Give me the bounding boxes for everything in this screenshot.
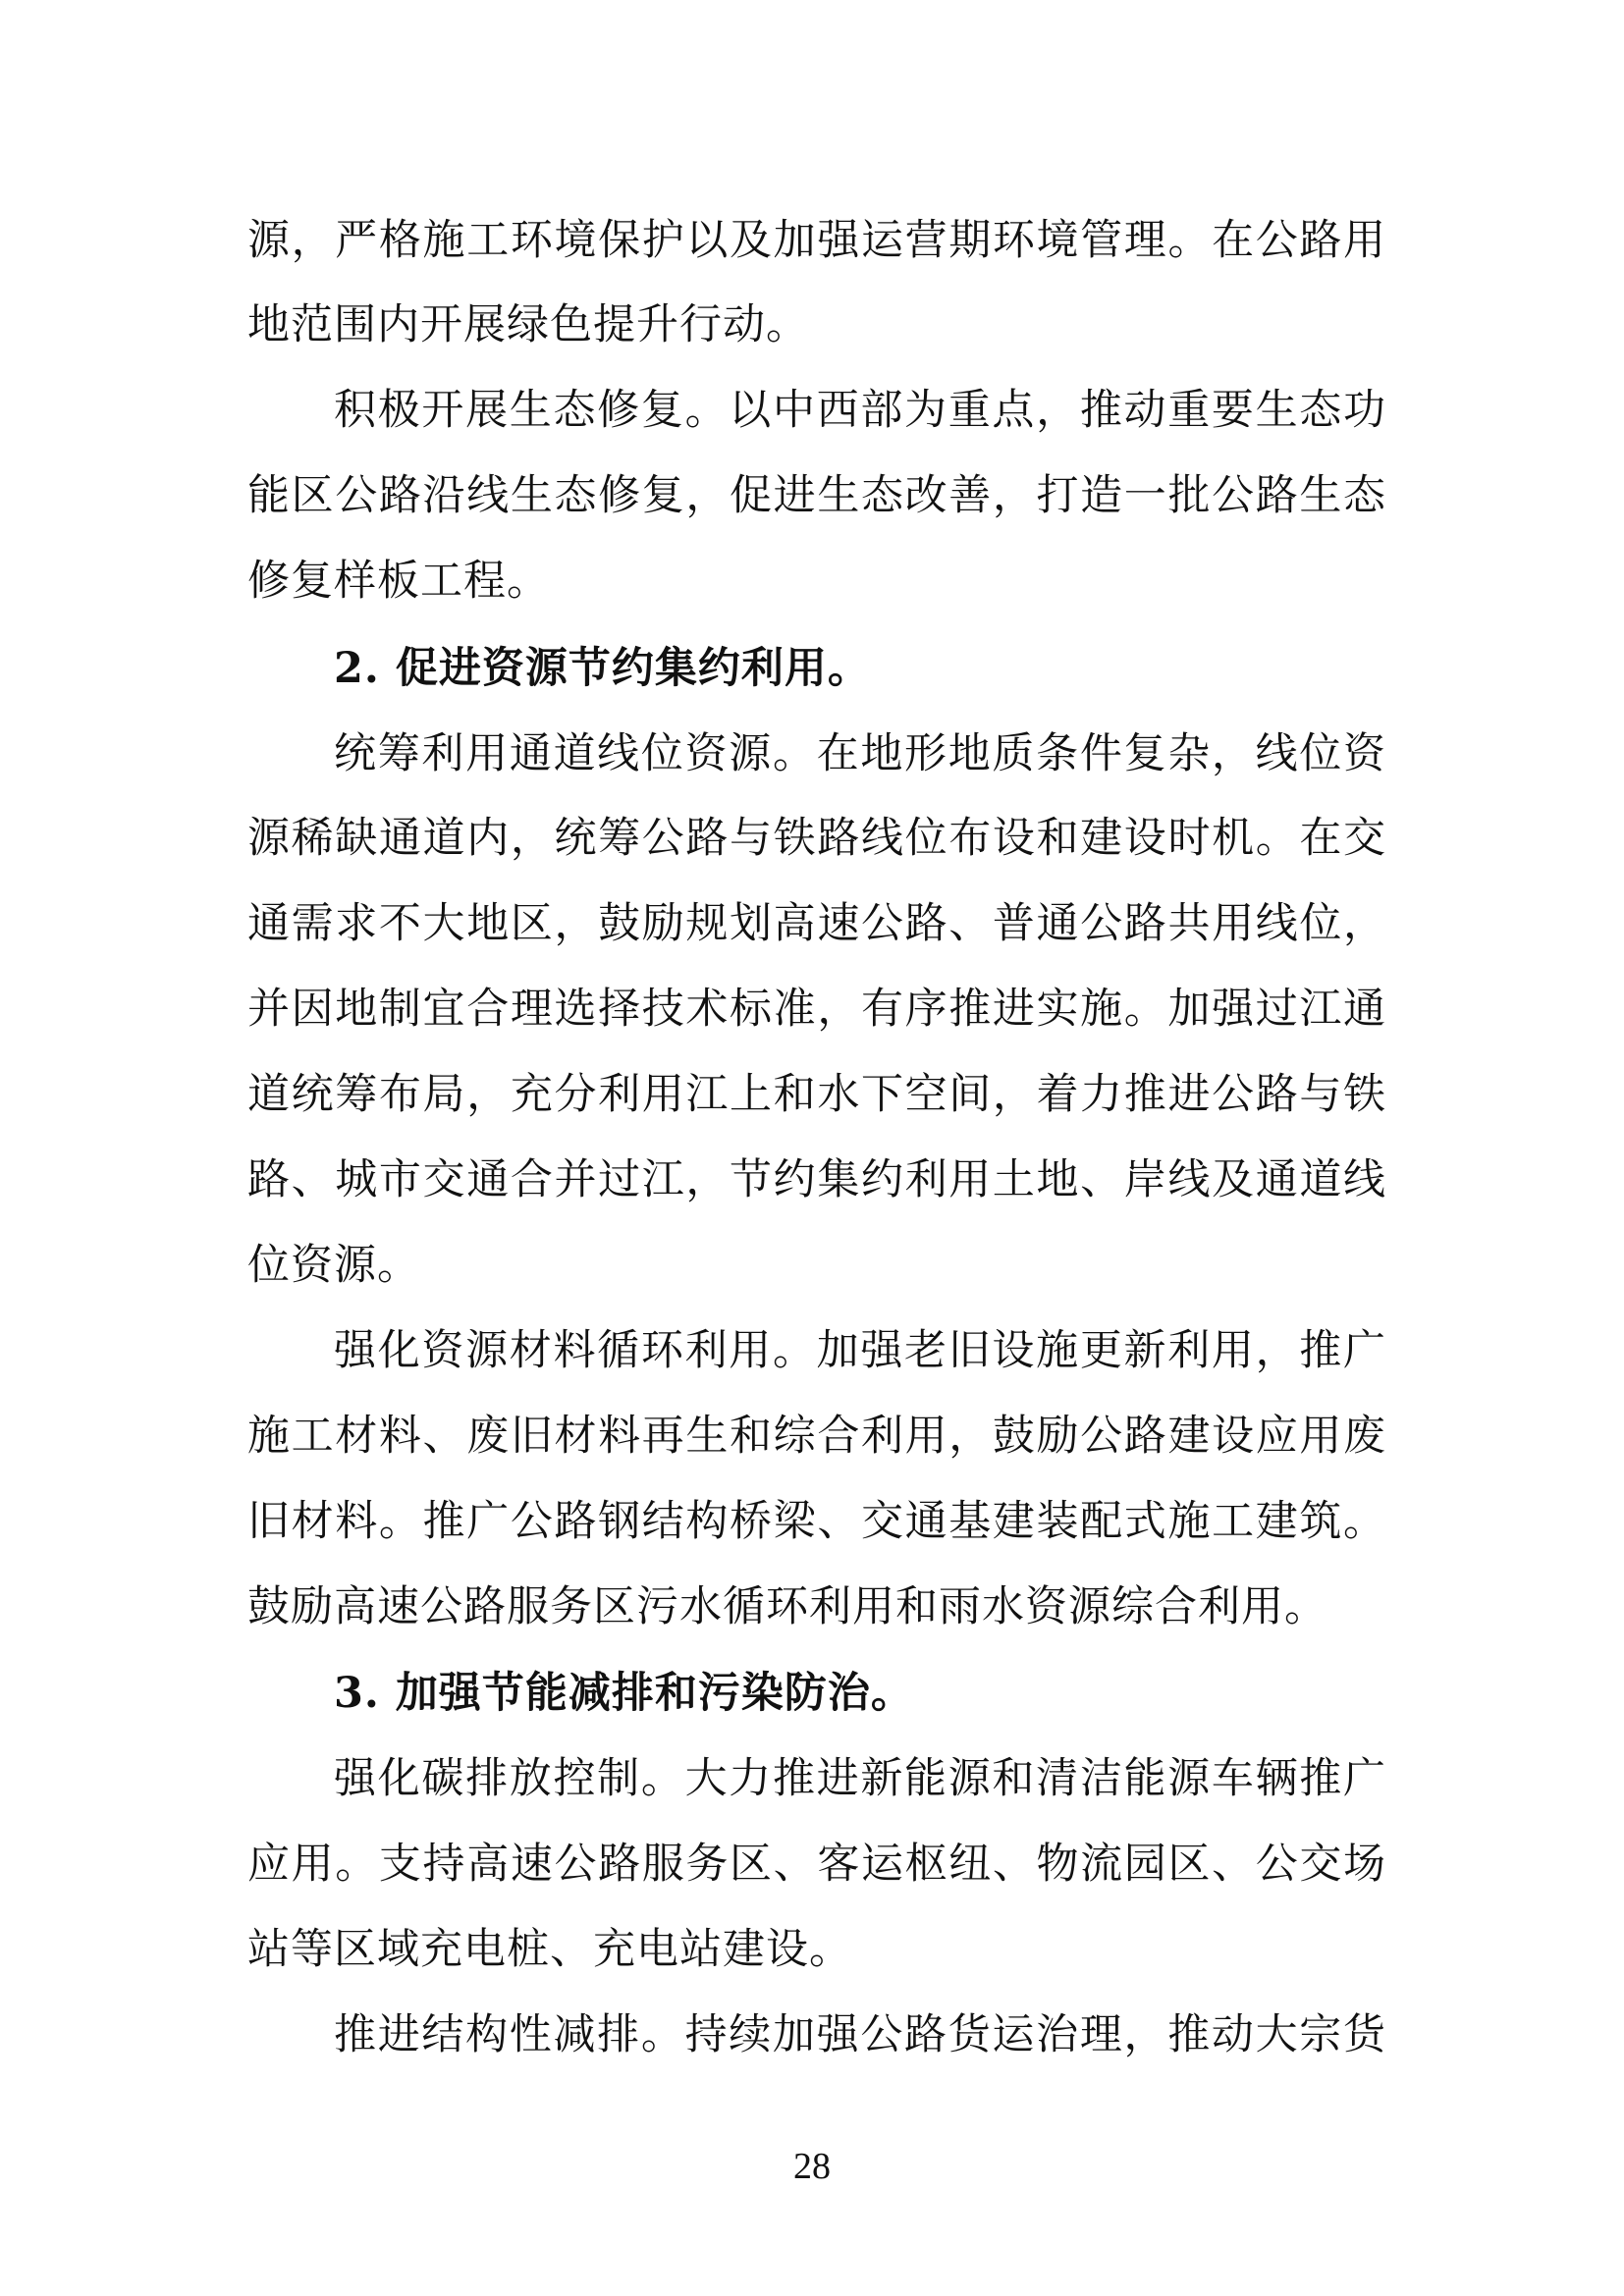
body-text-line: 统筹利用通道线位资源。在地形地质条件复杂，线位资 bbox=[334, 729, 1386, 778]
body-text-line: 推进结构性减排。持续加强公路货运治理，推动大宗货 bbox=[334, 2010, 1386, 2059]
body-text-line: 施工材料、废旧材料再生和综合利用，鼓励公路建设应用废 bbox=[247, 1412, 1386, 1461]
section-heading: 2. 促进资源节约集约利用。 bbox=[334, 644, 871, 693]
body-text-line: 强化碳排放控制。大力推进新能源和清洁能源车辆推广 bbox=[334, 1754, 1386, 1803]
body-text-line: 修复样板工程。 bbox=[247, 557, 550, 606]
body-text-line: 积极开展生态修复。以中西部为重点，推动重要生态功 bbox=[334, 386, 1386, 435]
body-text-line: 鼓励高速公路服务区污水循环利用和雨水资源综合利用。 bbox=[247, 1582, 1327, 1631]
section-heading: 3. 加强节能减排和污染防治。 bbox=[334, 1669, 914, 1718]
body-text-line: 位资源。 bbox=[247, 1241, 420, 1290]
body-text-line: 能区公路沿线生态修复，促进生态改善，打造一批公路生态 bbox=[247, 471, 1386, 520]
body-text-line: 通需求不大地区，鼓励规划高速公路、普通公路共用线位， bbox=[247, 899, 1386, 948]
body-text-line: 道统筹布局，充分利用江上和水下空间，着力推进公路与铁 bbox=[247, 1070, 1386, 1119]
body-text-line: 源稀缺通道内，统筹公路与铁路线位布设和建设时机。在交 bbox=[247, 814, 1386, 863]
body-text-line: 站等区域充电桩、充电站建设。 bbox=[247, 1925, 852, 1974]
body-text-line: 源，严格施工环境保护以及加强运营期环境管理。在公路用 bbox=[247, 216, 1386, 265]
body-text-line: 强化资源材料循环利用。加强老旧设施更新利用，推广 bbox=[334, 1326, 1386, 1375]
body-text-line: 路、城市交通合并过江，节约集约利用土地、岸线及通道线 bbox=[247, 1155, 1386, 1204]
body-text-line: 旧材料。推广公路钢结构桥梁、交通基建装配式施工建筑。 bbox=[247, 1497, 1386, 1546]
body-text-line: 并因地制宜合理选择技术标准，有序推进实施。加强过江通 bbox=[247, 985, 1386, 1034]
body-text-line: 应用。支持高速公路服务区、客运枢纽、物流园区、公交场 bbox=[247, 1840, 1386, 1889]
body-text-line: 地范围内开展绿色提升行动。 bbox=[247, 300, 809, 349]
page-number: 28 bbox=[793, 2146, 831, 2187]
